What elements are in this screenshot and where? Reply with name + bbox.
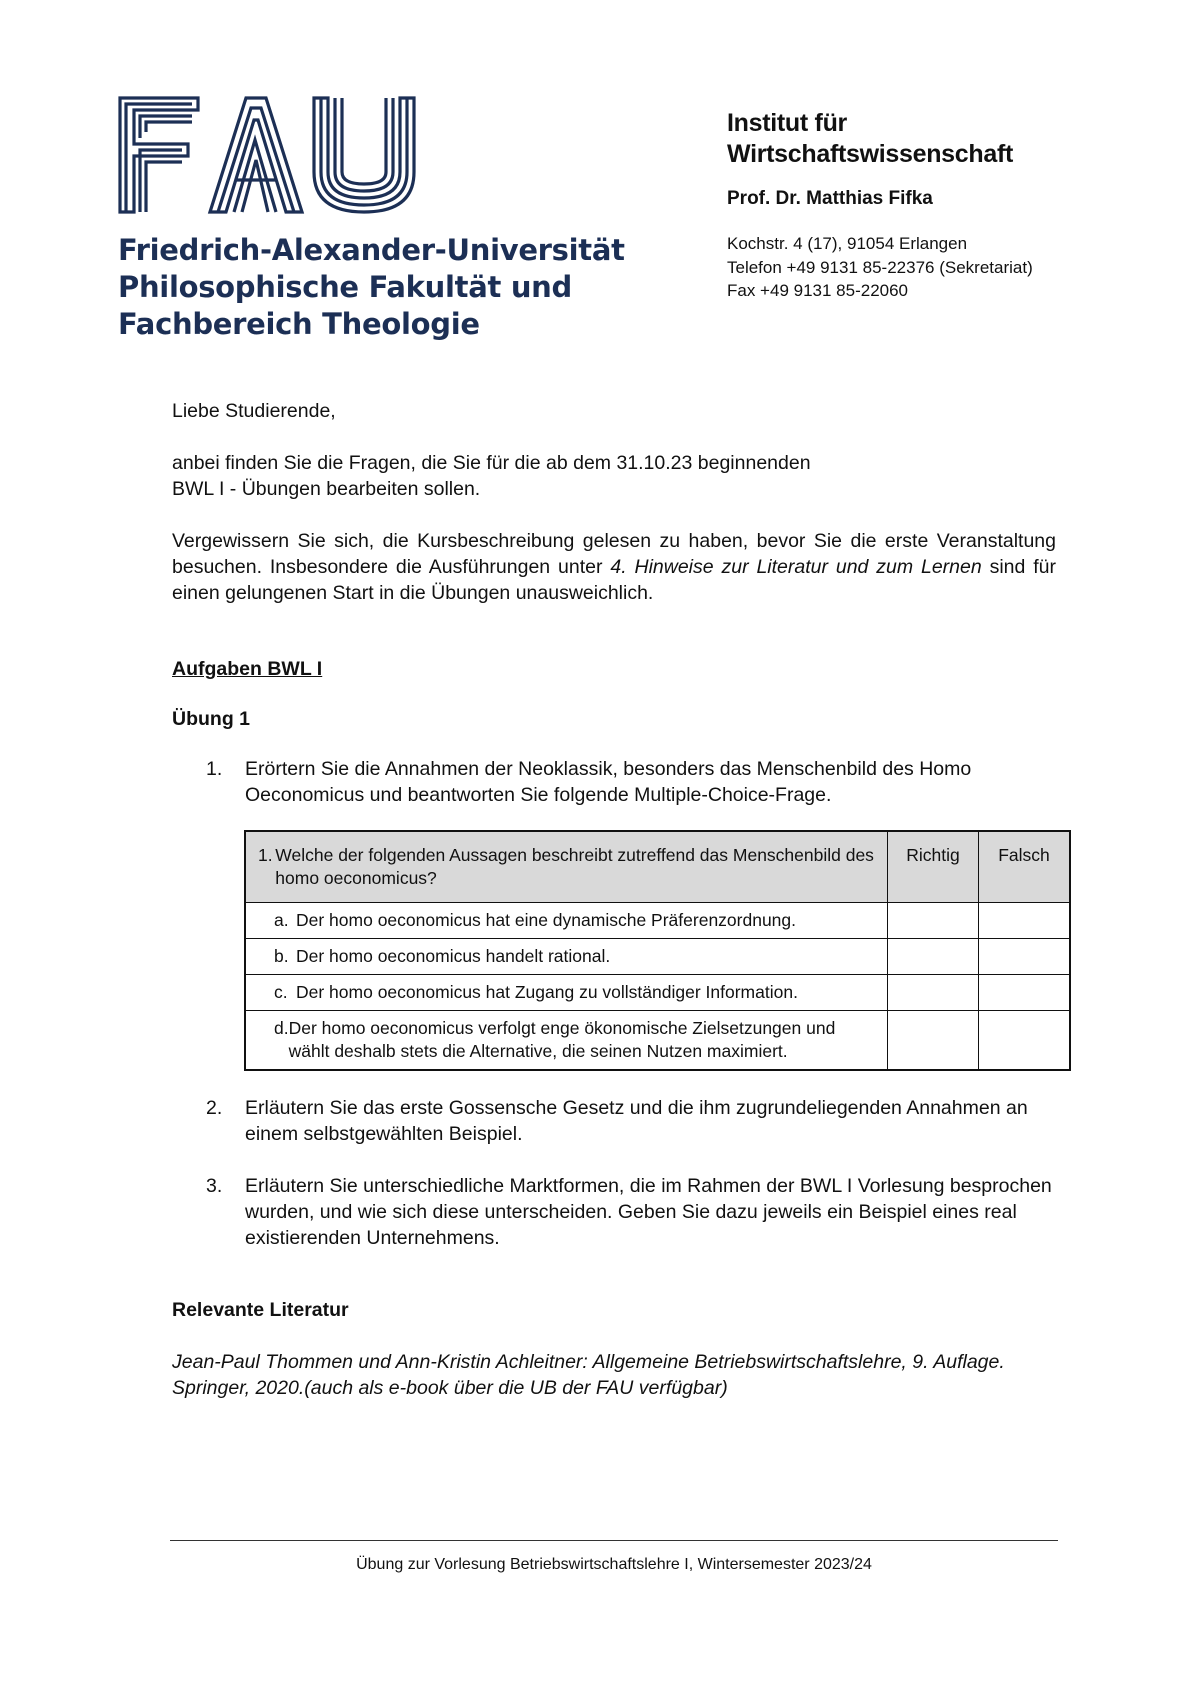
institute-line: Institut für xyxy=(727,109,847,137)
literature-heading: Relevante Literatur xyxy=(172,1299,349,1321)
tasks-heading: Aufgaben BWL I xyxy=(172,658,323,680)
task-item xyxy=(172,1095,1056,1147)
institute-block xyxy=(727,108,1147,303)
mc-col-true: Richtig xyxy=(888,831,979,903)
contact-address: Kochstr. 4 (17), 91054 Erlangen xyxy=(727,234,968,253)
mc-col-false: Falsch xyxy=(979,831,1071,903)
mc-option-text: Der homo oeconomicus handelt rational. xyxy=(296,946,611,966)
mc-option-row xyxy=(245,975,1070,1011)
mc-option-letter: a. xyxy=(274,910,289,930)
contact-fax: Fax +49 9131 85-22060 xyxy=(727,281,909,300)
university-line: Friedrich-Alexander-Universität xyxy=(118,233,625,267)
notice-reference: 4. Hinweise zur Literatur und zum Lernen xyxy=(610,556,982,578)
contact-info xyxy=(727,232,1147,303)
fau-logo xyxy=(118,96,418,214)
notice-text: Vergewissern Sie sich, die Kursbeschreibung gelesen zu haben, bevor Sie die erste Veranstaltung besuchen. Insbesondere die Ausführungen unter xyxy=(172,530,1056,578)
mc-answer-false-cell[interactable] xyxy=(979,1011,1071,1071)
task-number: 3. xyxy=(206,1175,223,1197)
university-line: Philosophische Fakultät und xyxy=(118,270,572,304)
mc-question-text: Welche der folgenden Aussagen beschreibt zutreffend das Menschenbild des homo oeconomicus? xyxy=(275,845,874,888)
intro-line: anbei finden Sie die Fragen, die Sie für die ab dem 31.10.23 beginnenden xyxy=(172,452,811,474)
task-item xyxy=(172,1173,1056,1251)
mc-option-text: Der homo oeconomicus verfolgt enge ökonomische Zielsetzungen und wählt deshalb stets die Alternative, die seinen Nutzen maximiert. xyxy=(288,1018,836,1061)
professor-name: Prof. Dr. Matthias Fifka xyxy=(727,188,933,209)
task-item xyxy=(172,756,1056,808)
task-text: Erläutern Sie das erste Gossensche Gesetz und die ihm zugrundeliegenden Annahmen an einem selbstgewählten Beispiel. xyxy=(245,1097,1028,1145)
mc-answer-true-cell[interactable] xyxy=(888,1011,979,1071)
letter-body xyxy=(172,398,1056,1401)
mc-option-text: Der homo oeconomicus hat Zugang zu vollständiger Information. xyxy=(296,982,798,1002)
mc-option-row xyxy=(245,939,1070,975)
mc-answer-true-cell[interactable] xyxy=(888,975,979,1011)
intro-paragraph xyxy=(172,450,1056,502)
mc-answer-false-cell[interactable] xyxy=(979,975,1071,1011)
mc-option xyxy=(245,1011,888,1071)
mc-option xyxy=(245,975,888,1011)
mc-option-letter: b. xyxy=(274,946,289,966)
contact-phone: Telefon +49 9131 85-22376 (Sekretariat) xyxy=(727,257,1033,277)
mc-option-row xyxy=(245,1011,1070,1071)
mc-answer-false-cell[interactable] xyxy=(979,903,1071,939)
institute-line: Wirtschaftswissenschaft xyxy=(727,140,1014,168)
footer-divider xyxy=(170,1540,1058,1541)
task-number: 1. xyxy=(206,758,223,780)
intro-line: BWL I - Übungen bearbeiten sollen. xyxy=(172,478,481,500)
mc-question-number: 1. xyxy=(258,845,273,865)
greeting: Liebe Studierende, xyxy=(172,400,336,422)
exercise-heading: Übung 1 xyxy=(172,708,250,730)
mc-option xyxy=(245,903,888,939)
task-number: 2. xyxy=(206,1097,223,1119)
task-text: Erläutern Sie unterschiedliche Marktformen, die im Rahmen der BWL I Vorlesung besprochen wurden, und wie sich diese unterscheiden. Geben Sie dazu jeweils ein Beispiel eines real existierenden Unternehmens. xyxy=(245,1175,1052,1249)
task-text: Erörtern Sie die Annahmen der Neoklassik, besonders das Menschenbild des Homo Oeconomicus und beantworten Sie folgende Multiple-Choice-Frage. xyxy=(245,758,972,806)
mc-option-letter: d. xyxy=(274,1018,289,1038)
task-list xyxy=(172,756,1056,808)
mc-header-row xyxy=(245,831,1070,903)
mc-answer-false-cell[interactable] xyxy=(979,939,1071,975)
university-line: Fachbereich Theologie xyxy=(118,307,480,341)
multiple-choice-table xyxy=(244,830,1071,1071)
notice-paragraph xyxy=(172,528,1056,606)
notice-text-end: sind für einen gelungenen Start in die Übungen unausweichlich. xyxy=(172,556,1056,604)
mc-option-text: Der homo oeconomicus hat eine dynamische Präferenzordnung. xyxy=(296,910,797,930)
mc-option-row xyxy=(245,903,1070,939)
page-footer: Übung zur Vorlesung Betriebswirtschaftslehre I, Wintersemester 2023/24 xyxy=(356,1556,872,1573)
university-name xyxy=(118,232,638,343)
mc-answer-true-cell[interactable] xyxy=(888,903,979,939)
mc-answer-true-cell[interactable] xyxy=(888,939,979,975)
mc-question xyxy=(245,831,888,903)
literature-reference: Jean-Paul Thommen und Ann-Kristin Achleitner: Allgemeine Betriebswirtschaftslehre, 9. Auflage. Springer, 2020.(auch als e-book über die UB der FAU verfügbar) xyxy=(172,1351,1005,1399)
mc-option xyxy=(245,939,888,975)
mc-option-letter: c. xyxy=(274,982,288,1002)
institute-title xyxy=(727,108,1147,170)
fau-logo-mark xyxy=(118,96,418,214)
task-list-continued xyxy=(172,1095,1056,1251)
